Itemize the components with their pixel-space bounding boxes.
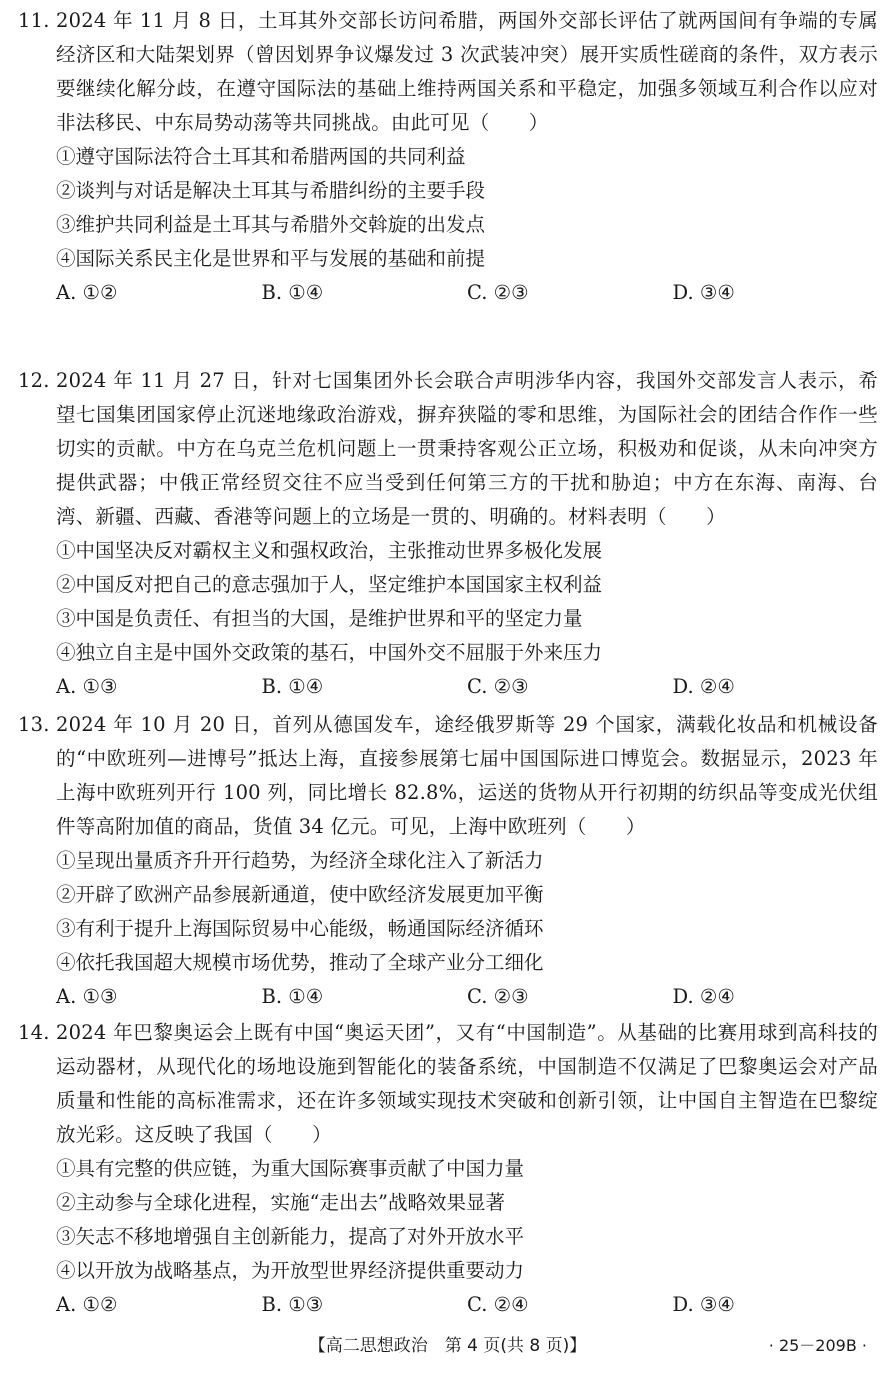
option-b: B. ①④ <box>261 281 324 304</box>
statement-4: ④国际关系民主化是世界和平与发展的基础和前提 <box>56 247 486 270</box>
option-d: D. ②④ <box>672 675 735 698</box>
option-d: D. ③④ <box>672 1293 735 1316</box>
option-b: B. ①④ <box>261 985 324 1008</box>
statement-4: ④独立自主是中国外交政策的基石，中国外交不屈服于外来压力 <box>56 641 603 664</box>
answer-options <box>18 1288 878 1322</box>
question-13 <box>18 708 878 1014</box>
question-stem <box>18 364 878 534</box>
option-c: C. ②④ <box>467 1293 529 1316</box>
option-b: B. ①④ <box>261 675 324 698</box>
question-text: 2024 年巴黎奥运会上既有中国“奥运天团”，又有“中国制造”。从基础的比赛用球到高科技的运动器材，从现代化的场地设施到智能化的装备系统，中国制造不仅满足了巴黎奥运会对产品质量和性能的高标准需求，还在许多领域实现技术突破和创新引领，让中国自主智造在巴黎绽放光彩。这反映了我国（ ） <box>56 1021 878 1146</box>
statement-2: ②谈判与对话是解决土耳其与希腊纠纷的主要手段 <box>56 179 486 202</box>
question-stem <box>18 4 878 140</box>
option-b: B. ①③ <box>261 1293 324 1316</box>
option-a: A. ①③ <box>56 985 118 1008</box>
option-a: A. ①② <box>56 1293 118 1316</box>
answer-options <box>18 980 878 1014</box>
question-number: 12. <box>18 369 50 392</box>
question-number: 13. <box>18 713 50 736</box>
option-c: C. ②③ <box>467 985 529 1008</box>
statement-1: ①呈现出量质齐升开行趋势，为经济全球化注入了新活力 <box>56 849 544 872</box>
question-number: 14. <box>18 1021 50 1044</box>
option-a: A. ①③ <box>56 675 118 698</box>
statement-4: ④以开放为战略基点，为开放型世界经济提供重要动力 <box>56 1259 525 1282</box>
statement-3: ③矢志不移地增强自主创新能力，提高了对外开放水平 <box>56 1225 525 1248</box>
option-c: C. ②③ <box>467 281 529 304</box>
answer-options <box>18 276 878 310</box>
question-number: 11. <box>18 9 50 32</box>
question-text: 2024 年 11 月 8 日，土耳其外交部长访问希腊，两国外交部长评估了就两国间有争端的专属经济区和大陆架划界（曾因划界争议爆发过 3 次武装冲突）展开实质性磋商的条件，双方表示要继续化解分歧，在遵守国际法的基础上维持两国关系和平稳定，加强多领域互利合作以应对非法移民、中东局势动荡等共同挑战。由此可见（ ） <box>56 9 878 134</box>
statement-4: ④依托我国超大规模市场优势，推动了全球产业分工细化 <box>56 951 544 974</box>
page-footer: 【高二思想政治 第 4 页(共 8 页)】 <box>308 1336 587 1356</box>
paper-code: · 25－209B · <box>768 1336 867 1355</box>
statement-2: ②主动参与全球化进程，实施“走出去”战略效果显著 <box>56 1191 505 1214</box>
question-text: 2024 年 11 月 27 日，针对七国集团外长会联合声明涉华内容，我国外交部发言人表示，希望七国集团国家停止沉迷地缘政治游戏，摒弃狭隘的零和思维，为国际社会的团结合作作一些切实的贡献。中方在乌克兰危机问题上一贯秉持客观公正立场，积极劝和促谈，从未向冲突方提供武器；中俄正常经贸交往不应当受到任何第三方的干扰和胁迫；中方在东海、南海、台湾、新疆、西藏、香港等问题上的立场是一贯的、明确的。材料表明（ ） <box>56 369 878 528</box>
statement-2: ②中国反对把自己的意志强加于人，坚定维护本国国家主权利益 <box>56 573 603 596</box>
question-11 <box>18 4 878 310</box>
question-stem <box>18 1016 878 1152</box>
option-d: D. ③④ <box>672 281 735 304</box>
statement-2: ②开辟了欧洲产品参展新通道，使中欧经济发展更加平衡 <box>56 883 544 906</box>
statement-3: ③维护共同利益是土耳其与希腊外交斡旋的出发点 <box>56 213 486 236</box>
question-text: 2024 年 10 月 20 日，首列从德国发车，途经俄罗斯等 29 个国家，满载化妆品和机械设备的“中欧班列—进博号”抵达上海，直接参展第七届中国国际进口博览会。数据显示，2023 年上海中欧班列开行 100 列，同比增长 82.8%，运送的货物从开行初期的纺织品等变成光伏组件等高附加值的商品，货值 34 亿元。可见，上海中欧班列（ ） <box>56 713 878 838</box>
question-12 <box>18 364 878 704</box>
statement-3: ③有利于提升上海国际贸易中心能级，畅通国际经济循环 <box>56 917 544 940</box>
question-14 <box>18 1016 878 1322</box>
statement-1: ①具有完整的供应链，为重大国际赛事贡献了中国力量 <box>56 1157 525 1180</box>
question-stem <box>18 708 878 844</box>
statement-1: ①中国坚决反对霸权主义和强权政治，主张推动世界多极化发展 <box>56 539 603 562</box>
statement-1: ①遵守国际法符合土耳其和希腊两国的共同利益 <box>56 145 466 168</box>
answer-options <box>18 670 878 704</box>
statement-3: ③中国是负责任、有担当的大国，是维护世界和平的坚定力量 <box>56 607 583 630</box>
option-a: A. ①② <box>56 281 118 304</box>
option-c: C. ②③ <box>467 675 529 698</box>
option-d: D. ②④ <box>672 985 735 1008</box>
